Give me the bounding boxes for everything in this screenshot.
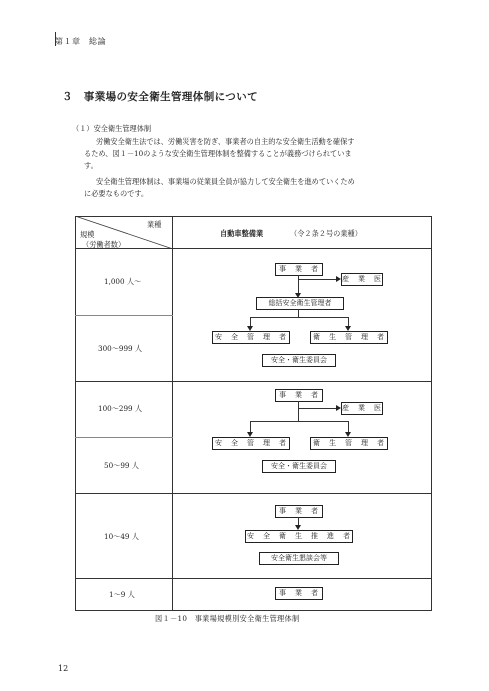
table-divider bbox=[75, 493, 431, 494]
paragraph-line: 安全衛生管理体制は、事業場の従業員全員が協力して安全衛生を進めていくため bbox=[96, 177, 355, 186]
table-divider bbox=[172, 216, 173, 610]
header-sector-note: （令２条２号の業種） bbox=[290, 229, 362, 238]
connector bbox=[298, 401, 299, 421]
table-divider bbox=[75, 578, 431, 579]
employer-box: 事 業 者 bbox=[275, 587, 323, 600]
safety-manager-box: 安 全 管 理 者 bbox=[212, 437, 290, 450]
row-label: 100～299 人 bbox=[98, 404, 143, 413]
connector bbox=[298, 408, 336, 409]
paragraph-line: るため、図１－10のような安全衛生管理体制を整備することが義務づけられていま bbox=[84, 149, 352, 158]
page-number: 12 bbox=[58, 664, 69, 673]
employer-box: 事 業 者 bbox=[275, 505, 323, 518]
header-workers: （労働者数） bbox=[82, 240, 126, 249]
header-sector: 自動車整備業 bbox=[220, 229, 264, 238]
employer-box: 事 業 者 bbox=[275, 263, 323, 276]
general-manager-box: 総括安全衛生管理者 bbox=[256, 297, 344, 310]
connector bbox=[298, 279, 336, 280]
subsection-heading: （１）安全衛生管理体制 bbox=[72, 124, 152, 133]
section-title: ３ 事業場の安全衛生管理体制について bbox=[62, 91, 258, 103]
paragraph-line: す。 bbox=[84, 161, 98, 170]
row-divider bbox=[75, 437, 173, 438]
health-manager-box: 衛 生 管 理 者 bbox=[310, 437, 388, 450]
row-label: 1～9 人 bbox=[109, 590, 135, 599]
committee-box: 安全・衛生委員会 bbox=[262, 354, 336, 367]
connector bbox=[298, 309, 299, 317]
header-industry: 業種 bbox=[147, 220, 162, 229]
row-divider bbox=[75, 315, 173, 316]
connector bbox=[250, 317, 348, 318]
connector bbox=[250, 421, 348, 422]
industrial-physician-box: 産 業 医 bbox=[341, 402, 383, 415]
table-divider bbox=[75, 381, 431, 382]
paragraph-line: 労働安全衛生法では、労働災害を防ぎ、事業者の自主的な安全衛生活動を確保す bbox=[96, 137, 355, 146]
row-label: 50～99 人 bbox=[104, 461, 139, 470]
industrial-physician-box: 産 業 医 bbox=[341, 273, 383, 286]
council-box: 安全衛生懇談会等 bbox=[259, 552, 339, 565]
paragraph-line: に必要なものです。 bbox=[84, 189, 149, 198]
promoter-box: 安 全 衛 生 推 進 者 bbox=[245, 530, 353, 543]
row-label: 300～999 人 bbox=[98, 344, 143, 353]
employer-box: 事 業 者 bbox=[275, 389, 323, 402]
header-scale: 規模 bbox=[80, 230, 95, 239]
health-manager-box: 衛 生 管 理 者 bbox=[310, 331, 388, 344]
figure-caption: 図１－10 事業場規模別安全衛生管理体制 bbox=[155, 614, 300, 623]
row-label: 1,000 人～ bbox=[104, 277, 142, 286]
safety-manager-box: 安 全 管 理 者 bbox=[212, 331, 290, 344]
chapter-header: 第１章 総論 bbox=[55, 37, 106, 46]
row-label: 10～49 人 bbox=[104, 532, 139, 541]
committee-box: 安全・衛生委員会 bbox=[262, 460, 336, 473]
